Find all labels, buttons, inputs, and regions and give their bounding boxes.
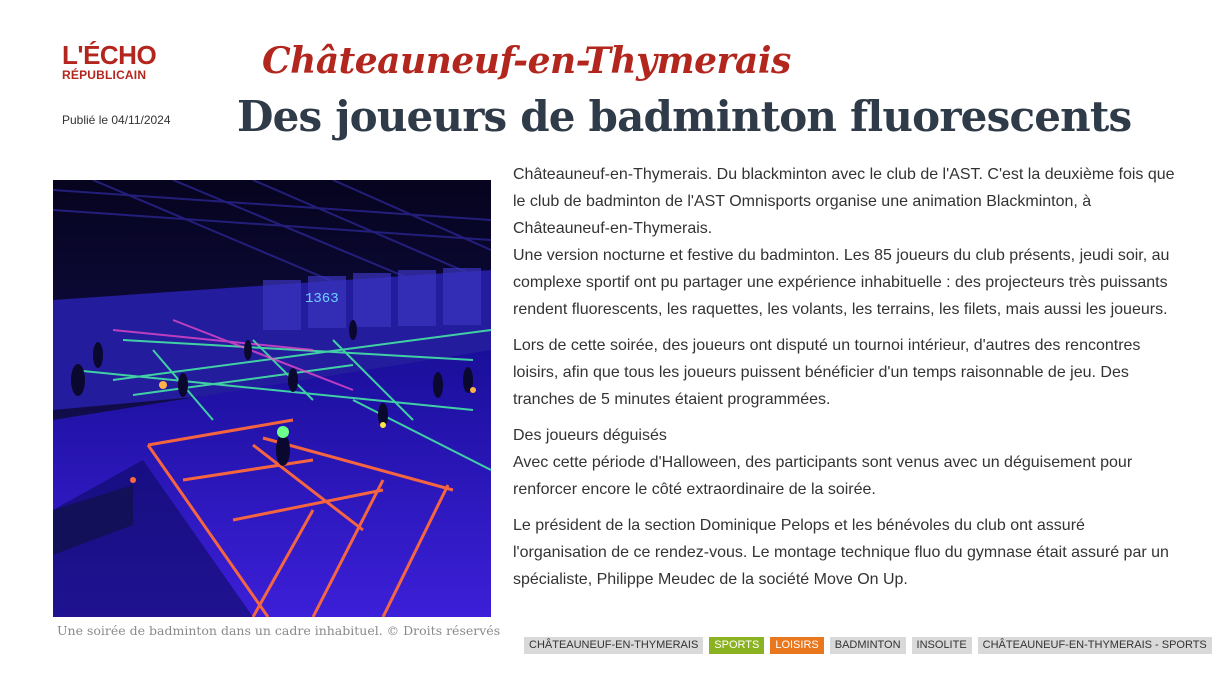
- tag-sports[interactable]: SPORTS: [709, 637, 764, 654]
- paragraph-5: Le président de la section Dominique Pelops et les bénévoles du club ont assuré l'organisation de ce rendez-vous. Le montage technique fluo du gymnase était assuré par un spécialiste, Philippe Meudec de la société Move On Up.: [513, 517, 1169, 588]
- tag-badminton[interactable]: BADMINTON: [830, 637, 906, 654]
- tag-insolite[interactable]: INSOLITE: [912, 637, 972, 654]
- tag-chateauneuf[interactable]: CHÂTEAUNEUF-EN-THYMERAIS: [524, 637, 703, 654]
- logo[interactable]: [62, 42, 182, 81]
- article-body: [513, 161, 1178, 593]
- photo-caption: Une soirée de badminton dans un cadre inhabituel. © Droits réservés: [57, 623, 501, 638]
- badminton-gym-illustration: [53, 180, 491, 617]
- paragraph-1: Châteauneuf-en-Thymerais. Du blackminton avec le club de l'AST. C'est la deuxième fois que le club de badminton de l'AST Omnisports organise une animation Blackminton, à Châteauneuf-en-Thymerais.: [513, 166, 1175, 237]
- article-photo[interactable]: [53, 180, 491, 617]
- tag-list: [524, 637, 1212, 654]
- tag-loisirs[interactable]: LOISIRS: [770, 637, 823, 654]
- paragraph-4: Avec cette période d'Halloween, des participants sont venus avec un déguisement pour renforcer encore le côté extraordinaire de la soirée.: [513, 454, 1133, 498]
- publish-date: Publié le 04/11/2024: [62, 113, 171, 127]
- paragraph-2: Une version nocturne et festive du badminton. Les 85 joueurs du club présents, jeudi soir, au complexe sportif ont pu partager une expérience inhabituelle : des projecteurs très puissants rendent fluorescents, les raquettes, les volants, les terrains, les filets, mais aussi les joueurs.: [513, 247, 1170, 318]
- article-kicker: Châteauneuf-en-Thymerais: [262, 40, 791, 82]
- scoreboard-display: 1363: [305, 291, 339, 307]
- article-headline: Des joueurs de badminton fluorescents: [237, 92, 1132, 141]
- subheading: Des joueurs déguisés: [513, 427, 667, 444]
- logo-line-2: RÉPUBLICAIN: [62, 68, 147, 82]
- paragraph-3: Lors de cette soirée, des joueurs ont disputé un tournoi intérieur, d'autres des rencontres loisirs, afin que tous les joueurs puissent bénéficier d'un temps raisonnable de jeu. Des tranches de 5 minutes étaient programmées.: [513, 337, 1141, 408]
- logo-line-1: L'ÉCHO: [62, 40, 157, 70]
- tag-chateauneuf-sports[interactable]: CHÂTEAUNEUF-EN-THYMERAIS - SPORTS: [978, 637, 1212, 654]
